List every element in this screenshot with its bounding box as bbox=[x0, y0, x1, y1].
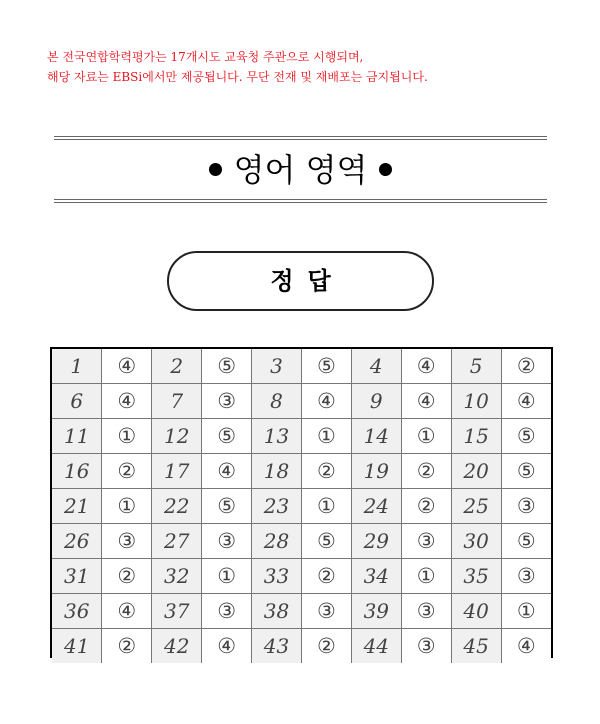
bullet-left-icon bbox=[209, 163, 222, 176]
answer-choice: ④ bbox=[501, 384, 551, 419]
question-number: 31 bbox=[52, 559, 102, 594]
answer-choice: ② bbox=[401, 489, 451, 524]
question-number: 4 bbox=[351, 349, 401, 384]
answer-choice: ③ bbox=[401, 594, 451, 629]
answer-choice: ① bbox=[102, 489, 152, 524]
answer-row bbox=[52, 384, 551, 419]
answer-choice: ③ bbox=[202, 594, 252, 629]
question-number: 5 bbox=[451, 349, 501, 384]
answer-choice: ④ bbox=[401, 349, 451, 384]
answer-choice: ① bbox=[102, 419, 152, 454]
answer-choice: ② bbox=[102, 454, 152, 489]
answer-choice: ④ bbox=[202, 629, 252, 664]
question-number: 7 bbox=[152, 384, 202, 419]
question-number: 14 bbox=[351, 419, 401, 454]
answer-choice: ③ bbox=[202, 524, 252, 559]
question-number: 1 bbox=[52, 349, 102, 384]
answer-choice: ⑤ bbox=[202, 489, 252, 524]
answer-choice: ① bbox=[202, 559, 252, 594]
answer-choice: ② bbox=[501, 349, 551, 384]
answer-choice: ③ bbox=[501, 559, 551, 594]
answer-choice: ④ bbox=[301, 384, 351, 419]
question-number: 13 bbox=[252, 419, 302, 454]
answer-choice: ⑤ bbox=[202, 349, 252, 384]
answer-choice: ④ bbox=[501, 629, 551, 664]
answer-choice: ① bbox=[401, 559, 451, 594]
question-number: 36 bbox=[52, 594, 102, 629]
answer-choice: ① bbox=[401, 419, 451, 454]
answer-choice: ④ bbox=[102, 349, 152, 384]
question-number: 25 bbox=[451, 489, 501, 524]
question-number: 27 bbox=[152, 524, 202, 559]
answer-choice: ⑤ bbox=[501, 419, 551, 454]
question-number: 6 bbox=[52, 384, 102, 419]
question-number: 38 bbox=[252, 594, 302, 629]
answer-row bbox=[52, 559, 551, 594]
question-number: 22 bbox=[152, 489, 202, 524]
question-number: 16 bbox=[52, 454, 102, 489]
answer-choice: ③ bbox=[501, 489, 551, 524]
question-number: 35 bbox=[451, 559, 501, 594]
question-number: 34 bbox=[351, 559, 401, 594]
question-number: 28 bbox=[252, 524, 302, 559]
question-number: 15 bbox=[451, 419, 501, 454]
answer-choice: ④ bbox=[202, 454, 252, 489]
notice-line-1: 본 전국연합학력평가는 17개시도 교육청 주관으로 시행되며, bbox=[47, 50, 364, 64]
question-number: 32 bbox=[152, 559, 202, 594]
answer-table bbox=[52, 349, 551, 663]
question-number: 8 bbox=[252, 384, 302, 419]
question-number: 37 bbox=[152, 594, 202, 629]
question-number: 17 bbox=[152, 454, 202, 489]
question-number: 40 bbox=[451, 594, 501, 629]
answer-table-frame bbox=[50, 347, 553, 658]
answer-choice: ③ bbox=[401, 524, 451, 559]
answer-row bbox=[52, 629, 551, 664]
subject-title bbox=[54, 150, 547, 190]
question-number: 11 bbox=[52, 419, 102, 454]
top-double-rule bbox=[54, 136, 547, 140]
bullet-right-icon bbox=[379, 163, 392, 176]
answer-choice: ① bbox=[501, 594, 551, 629]
subject-title-band bbox=[54, 136, 547, 204]
question-number: 44 bbox=[351, 629, 401, 664]
answer-choice: ③ bbox=[301, 594, 351, 629]
answer-choice: ② bbox=[301, 559, 351, 594]
answer-row bbox=[52, 419, 551, 454]
answer-badge: 정답 bbox=[167, 251, 434, 311]
answer-choice: ② bbox=[301, 454, 351, 489]
question-number: 23 bbox=[252, 489, 302, 524]
question-number: 41 bbox=[52, 629, 102, 664]
question-number: 39 bbox=[351, 594, 401, 629]
question-number: 20 bbox=[451, 454, 501, 489]
answer-choice: ⑤ bbox=[501, 454, 551, 489]
question-number: 10 bbox=[451, 384, 501, 419]
answer-choice: ⑤ bbox=[501, 524, 551, 559]
answer-choice: ② bbox=[401, 454, 451, 489]
question-number: 43 bbox=[252, 629, 302, 664]
answer-choice: ⑤ bbox=[202, 419, 252, 454]
answer-choice: ① bbox=[301, 419, 351, 454]
answer-row bbox=[52, 454, 551, 489]
answer-choice: ② bbox=[102, 629, 152, 664]
question-number: 24 bbox=[351, 489, 401, 524]
copyright-notice bbox=[47, 47, 428, 87]
question-number: 33 bbox=[252, 559, 302, 594]
answer-choice: ② bbox=[102, 559, 152, 594]
question-number: 42 bbox=[152, 629, 202, 664]
question-number: 2 bbox=[152, 349, 202, 384]
answer-choice: ④ bbox=[102, 384, 152, 419]
answer-choice: ③ bbox=[102, 524, 152, 559]
answer-row bbox=[52, 349, 551, 384]
answer-choice: ② bbox=[301, 629, 351, 664]
subject-title-text: 영어 영역 bbox=[233, 151, 368, 189]
answer-choice: ⑤ bbox=[301, 524, 351, 559]
question-number: 30 bbox=[451, 524, 501, 559]
question-number: 45 bbox=[451, 629, 501, 664]
answer-row bbox=[52, 594, 551, 629]
answer-choice: ③ bbox=[401, 629, 451, 664]
question-number: 18 bbox=[252, 454, 302, 489]
answer-choice: ④ bbox=[401, 384, 451, 419]
answer-row bbox=[52, 524, 551, 559]
question-number: 21 bbox=[52, 489, 102, 524]
question-number: 19 bbox=[351, 454, 401, 489]
answer-row bbox=[52, 489, 551, 524]
question-number: 26 bbox=[52, 524, 102, 559]
bottom-double-rule bbox=[54, 199, 547, 203]
answer-choice: ⑤ bbox=[301, 349, 351, 384]
answer-choice: ④ bbox=[102, 594, 152, 629]
question-number: 29 bbox=[351, 524, 401, 559]
question-number: 12 bbox=[152, 419, 202, 454]
question-number: 3 bbox=[252, 349, 302, 384]
question-number: 9 bbox=[351, 384, 401, 419]
answer-choice: ③ bbox=[202, 384, 252, 419]
notice-line-2: 해당 자료는 EBSi에서만 제공됩니다. 무단 전재 및 재배포는 금지됩니다. bbox=[47, 70, 428, 84]
answer-choice: ① bbox=[301, 489, 351, 524]
